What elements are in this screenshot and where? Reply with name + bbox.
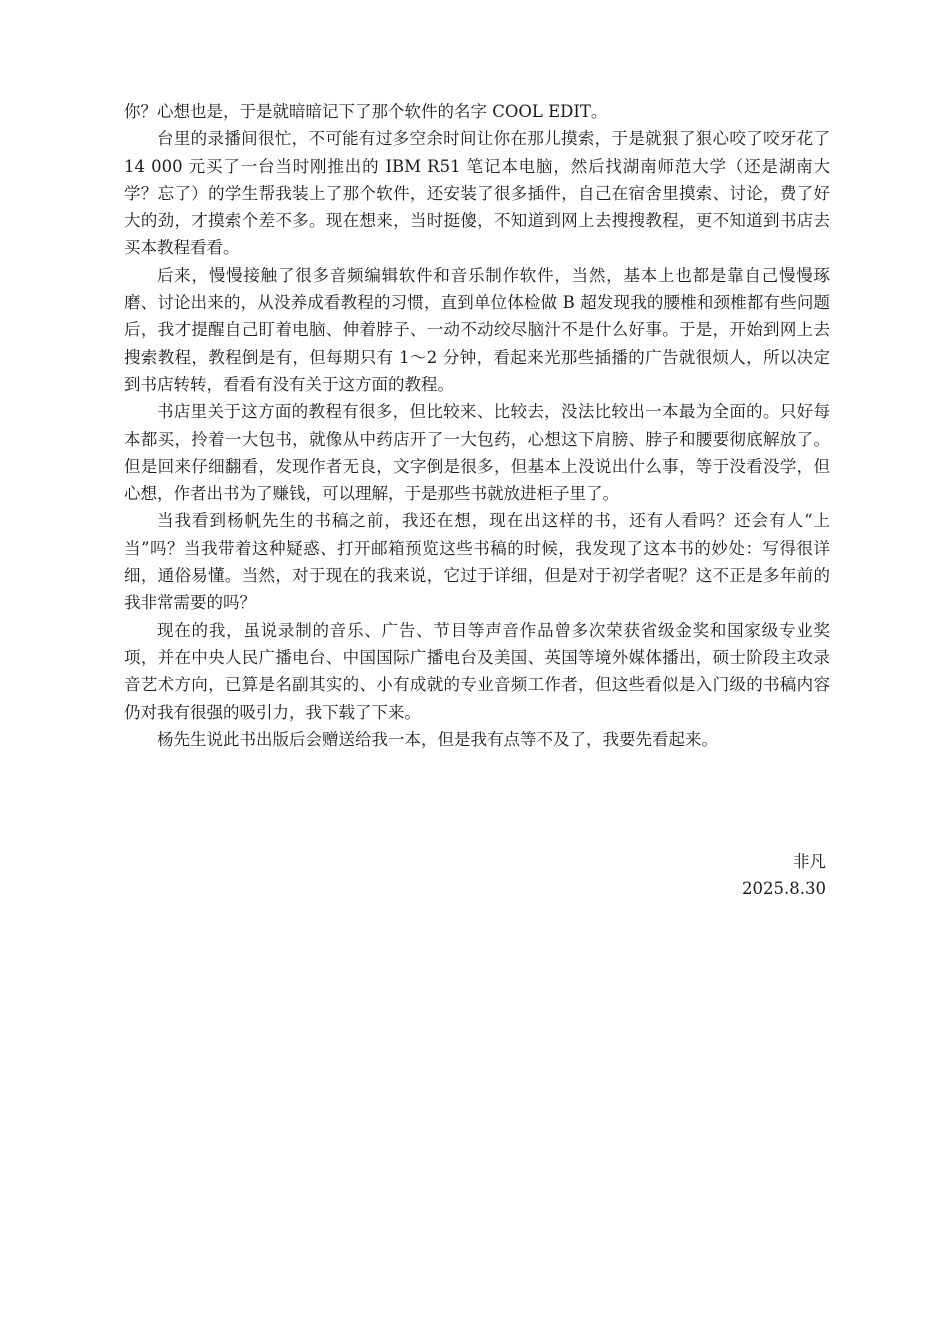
paragraph-6: 现在的我，虽说录制的音乐、广告、节目等声音作品曾多次荣获省级金奖和国家级专业奖项，并在中央人民广播电台、中国国际广播电台及美国、英国等境外媒体播出，硕士阶段主攻录音艺术方向，已算是名副其实的、小有成就的专业音频工作者，但这些看似是入门级的书稿内容仍对我有很强的吸引力，我下载了下来。	[124, 620, 830, 722]
paragraph-7: 杨先生说此书出版后会赠送给我一本，但是我有点等不及了，我要先看起来。	[157, 729, 718, 749]
paragraph-4: 书店里关于这方面的教程有很多，但比较来、比较去，没法比较出一本最为全面的。只好每本都买，拎着一大包书，就像从中药店开了一大包药，心想这下肩膀、脖子和腰要彻底解放了。但是回来仔细翻看，发现作者无良，文字倒是很多，但基本上没说出什么事，等于没看没学，但心想，作者出书为了赚钱，可以理解，于是那些书就放进柜子里了。	[124, 402, 830, 504]
paragraph-1: 你？心想也是，于是就暗暗记下了那个软件的名字 COOL EDIT。	[124, 102, 608, 121]
signature-block	[742, 848, 826, 903]
signature-date: 2025.8.30	[742, 879, 826, 899]
paragraph-3: 后来，慢慢接触了很多音频编辑软件和音乐制作软件，当然，基本上也都是靠自己慢慢琢磨、讨论出来的，从没养成看教程的习惯，直到单位体检做 B 超发现我的腰椎和颈椎都有些问题后，我才提醒自己盯着电脑、伸着脖子、一动不动绞尽脑汁不是什么好事。于是，开始到网上去搜索教程，教程倒是有，但每期只有 1～2 分钟，看起来光那些插播的广告就很烦人，所以决定到书店转转，看看有没有关于这方面的教程。	[124, 265, 830, 394]
paragraph-5: 当我看到杨帆先生的书稿之前，我还在想，现在出这样的书，还有人看吗？还会有人“上当”吗？当我带着这种疑惑、打开邮箱预览这些书稿的时候，我发现了这本书的妙处：写得很详细，通俗易懂。当然，对于现在的我来说，它过于详细，但是对于初学者呢？这不正是多年前的我非常需要的吗？	[124, 511, 830, 613]
body-text	[124, 98, 830, 753]
paragraph-2: 台里的录播间很忙，不可能有过多空余时间让你在那儿摸索，于是就狠了狠心咬了咬牙花了 14 000 元买了一台当时刚推出的 IBM R51 笔记本电脑，然后找湖南师范大学（还是湖南大学？忘了）的学生帮我装上了那个软件，还安装了很多插件，自己在宿舍里摸索、讨论，费了好大的劲，才摸索个差不多。现在想来，当时挺傻，不知道到网上去搜搜教程，更不知道到书店去买本教程看看。	[124, 129, 830, 258]
author-name: 非凡	[793, 852, 826, 871]
